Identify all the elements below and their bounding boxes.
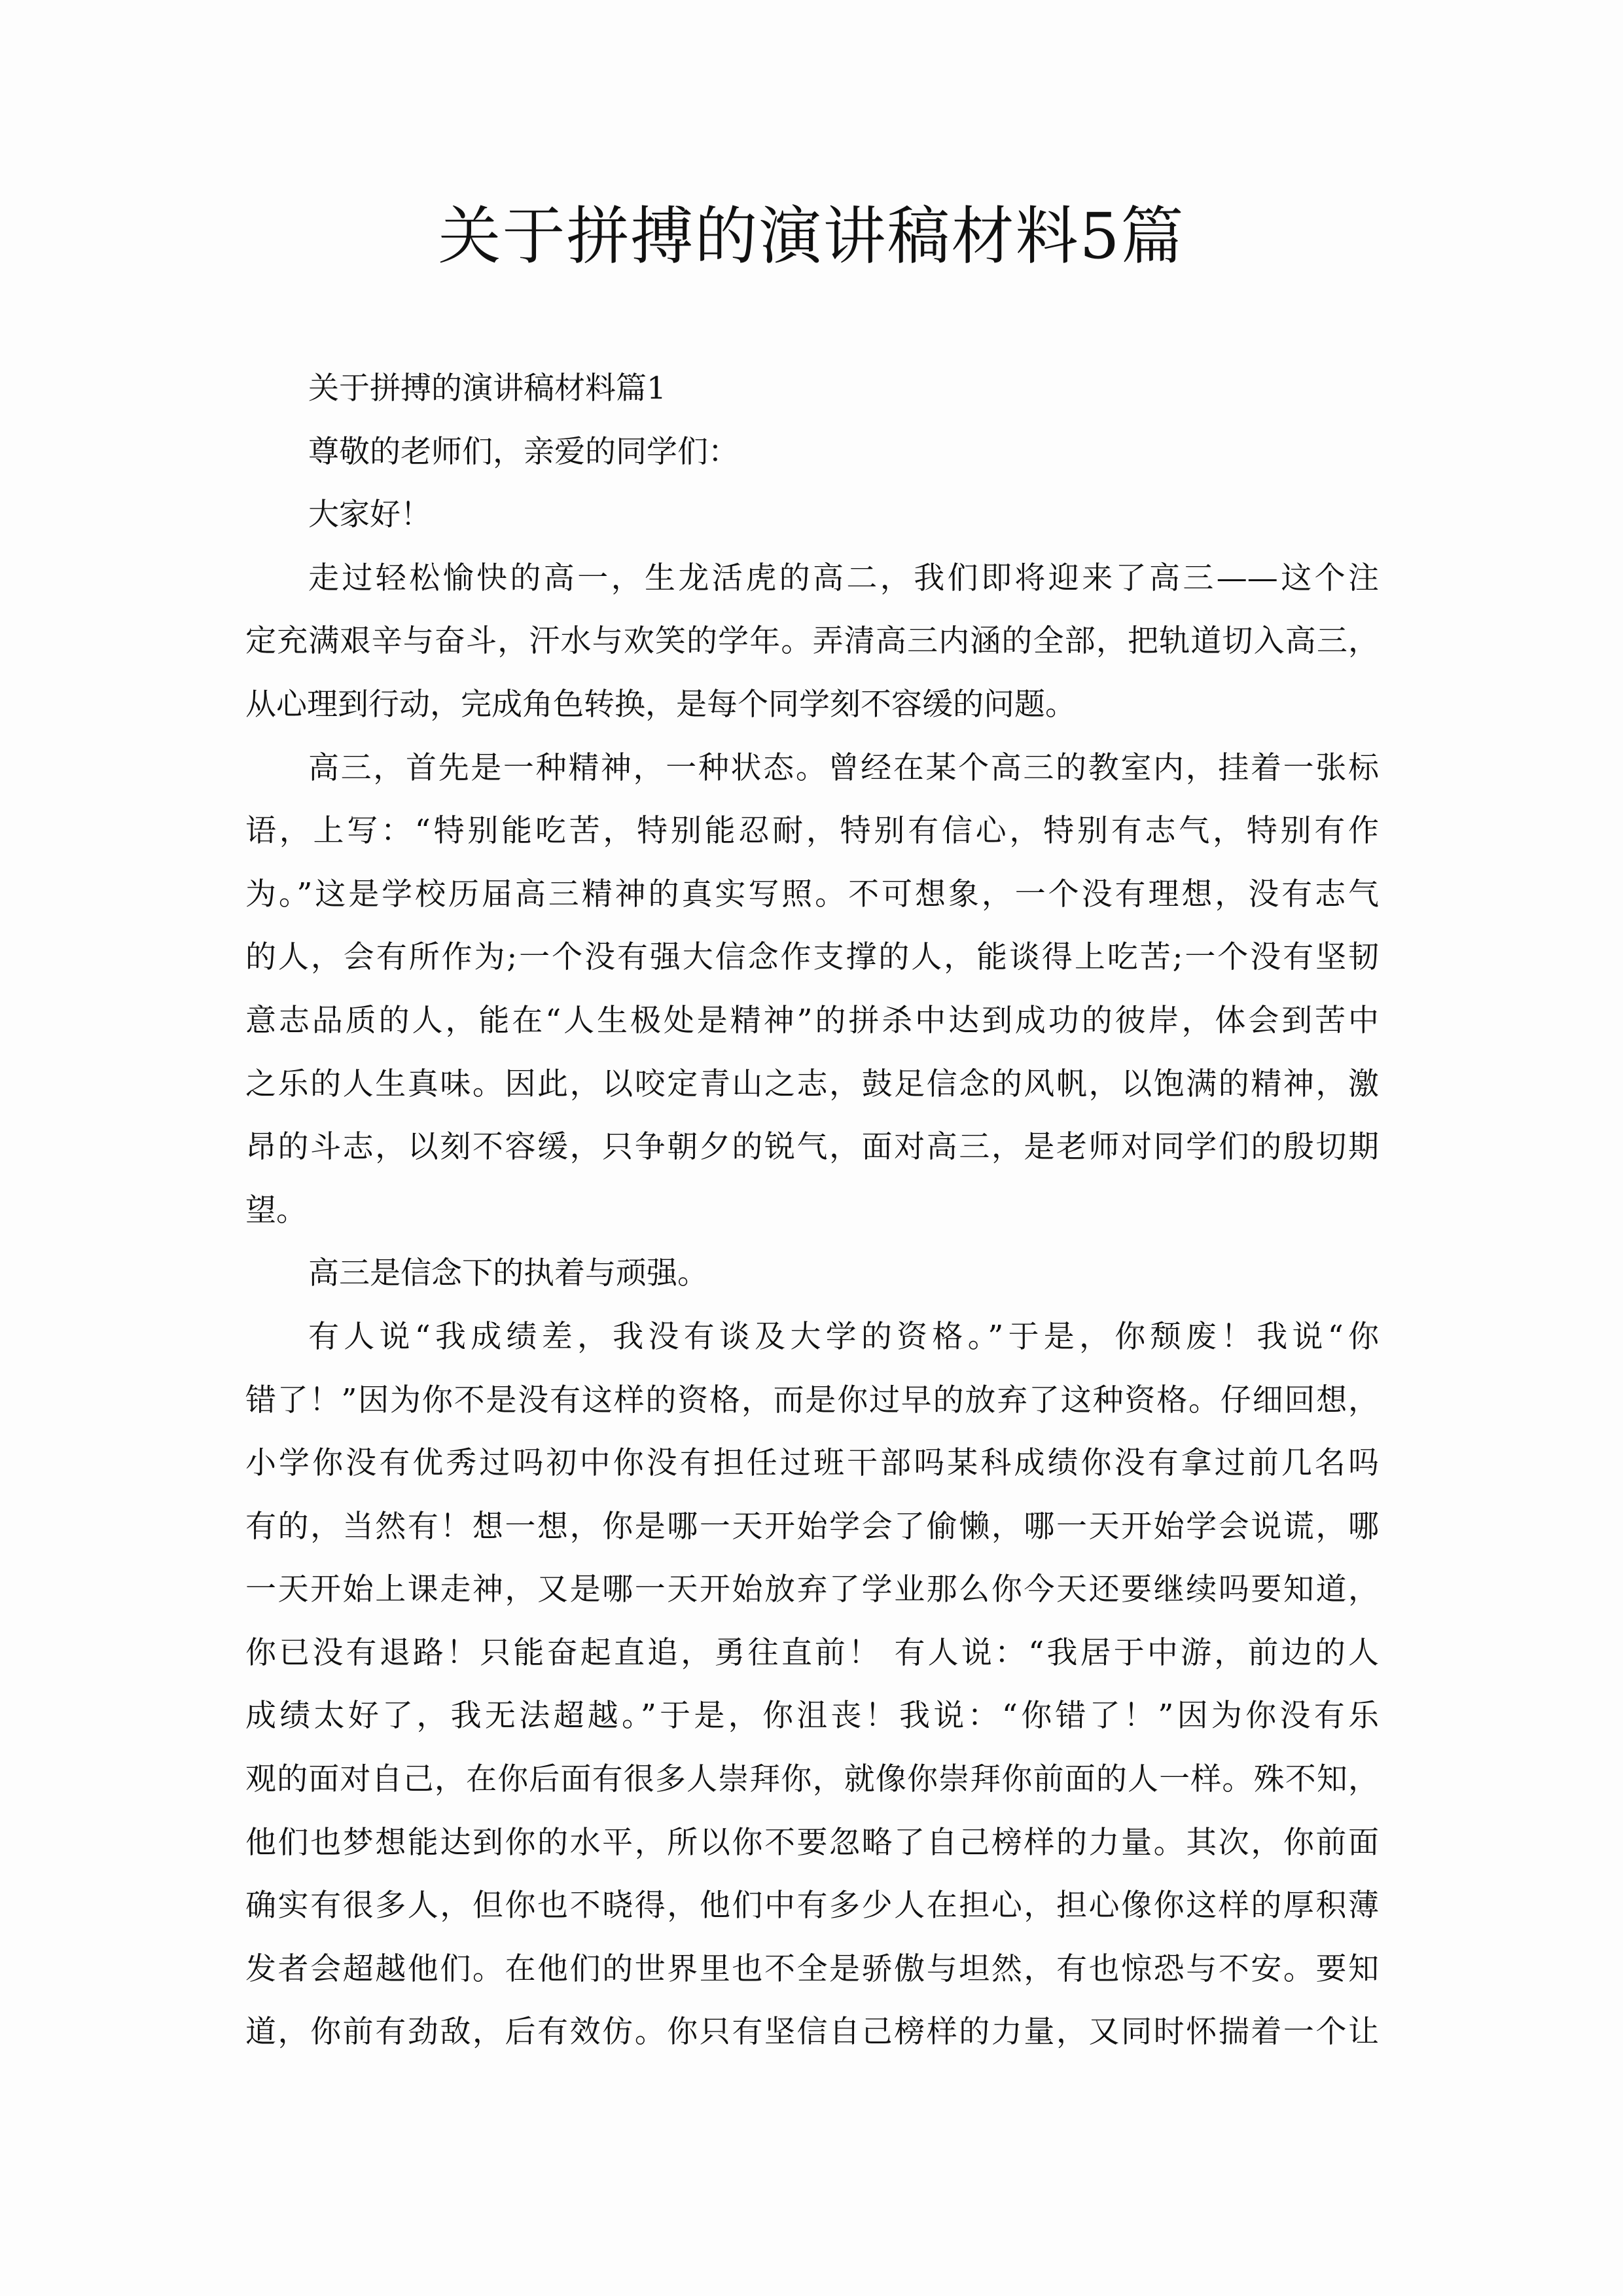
paragraph-line: 小学你没有优秀过吗初中你没有担任过班干部吗某科成绩你没有拿过前几名吗 <box>245 1445 1379 1482</box>
paragraph-line: 高三，首先是一种精神，一种状态。曾经在某个高三的教室内，挂着一张标 <box>308 749 1379 786</box>
paragraph-line: 错了！”因为你不是没有这样的资格，而是你过早的放弃了这种资格。仔细回想， <box>245 1382 1379 1418</box>
paragraph-line: 为。”这是学校历届高三精神的真实写照。不可想象，一个没有理想，没有志气 <box>245 876 1379 912</box>
paragraph-line: 发者会超越他们。在他们的世界里也不全是骄傲与坦然，有也惊恐与不安。要知 <box>245 1950 1379 1987</box>
paragraph-line: 望。 <box>245 1192 307 1229</box>
document-title: 关于拼搏的演讲稿材料5篇 <box>438 200 1185 273</box>
paragraph-line: 有人说“我成绩差，我没有谈及大学的资格。”于是，你颓废！我说“你 <box>308 1318 1379 1355</box>
paragraph-line: 道，你前有劲敌，后有效仿。你只有坚信自己榜样的力量，又同时怀揣着一个让 <box>245 2014 1379 2051</box>
paragraph-line: 语，上写：“特别能吃苦，特别能忍耐，特别有信心，特别有志气，特别有作 <box>245 813 1379 850</box>
paragraph-line: 确实有很多人，但你也不晓得，他们中有多少人在担心，担心像你这样的厚积薄 <box>245 1888 1379 1924</box>
paragraph-line: 昂的斗志，以刻不容缓，只争朝夕的锐气，面对高三，是老师对同学们的殷切期 <box>245 1129 1379 1166</box>
paragraph-line: 成绩太好了，我无法超越。”于是，你沮丧！我说：“你错了！”因为你没有乐 <box>245 1698 1379 1734</box>
paragraph-line: 之乐的人生真味。因此，以咬定青山之志，鼓足信念的风帆，以饱满的精神，激 <box>245 1066 1379 1102</box>
paragraph-line: 意志品质的人，能在“人生极处是精神”的拼杀中达到成功的彼岸，体会到苦中 <box>245 1002 1379 1039</box>
document-body <box>245 357 1379 2064</box>
paragraph-line: 的人，会有所作为;一个没有强大信念作支撑的人，能谈得上吃苦;一个没有坚韧 <box>245 939 1379 976</box>
section-heading: 关于拼搏的演讲稿材料篇1 <box>308 370 666 406</box>
paragraph-line: 有的，当然有！想一想，你是哪一天开始学会了偷懒，哪一天开始学会说谎，哪 <box>245 1508 1379 1545</box>
paragraph-line: 观的面对自己，在你后面有很多人崇拜你，就像你崇拜你前面的人一样。殊不知， <box>245 1761 1379 1798</box>
paragraph-line: 从心理到行动，完成角色转换，是每个同学刻不容缓的问题。 <box>245 686 1076 723</box>
paragraph-line: 走过轻松愉快的高一，生龙活虎的高二，我们即将迎来了高三——这个注 <box>308 560 1379 596</box>
paragraph-line: 定充满艰辛与奋斗，汗水与欢笑的学年。弄清高三内涵的全部，把轨道切入高三， <box>245 623 1379 660</box>
paragraph-line: 你已没有退路！只能奋起直追，勇往直前！ 有人说：“我居于中游，前边的人 <box>245 1634 1379 1671</box>
paragraph-line: 高三是信念下的执着与顽强。 <box>308 1255 708 1292</box>
paragraph-line: 他们也梦想能达到你的水平，所以你不要忽略了自己榜样的力量。其次，你前面 <box>245 1824 1379 1861</box>
paragraph-line: 尊敬的老师们，亲爱的同学们： <box>308 433 739 470</box>
paragraph-line: 一天开始上课走神，又是哪一天开始放弃了学业那么你今天还要继续吗要知道， <box>245 1571 1379 1608</box>
paragraph-line: 大家好！ <box>308 497 431 533</box>
